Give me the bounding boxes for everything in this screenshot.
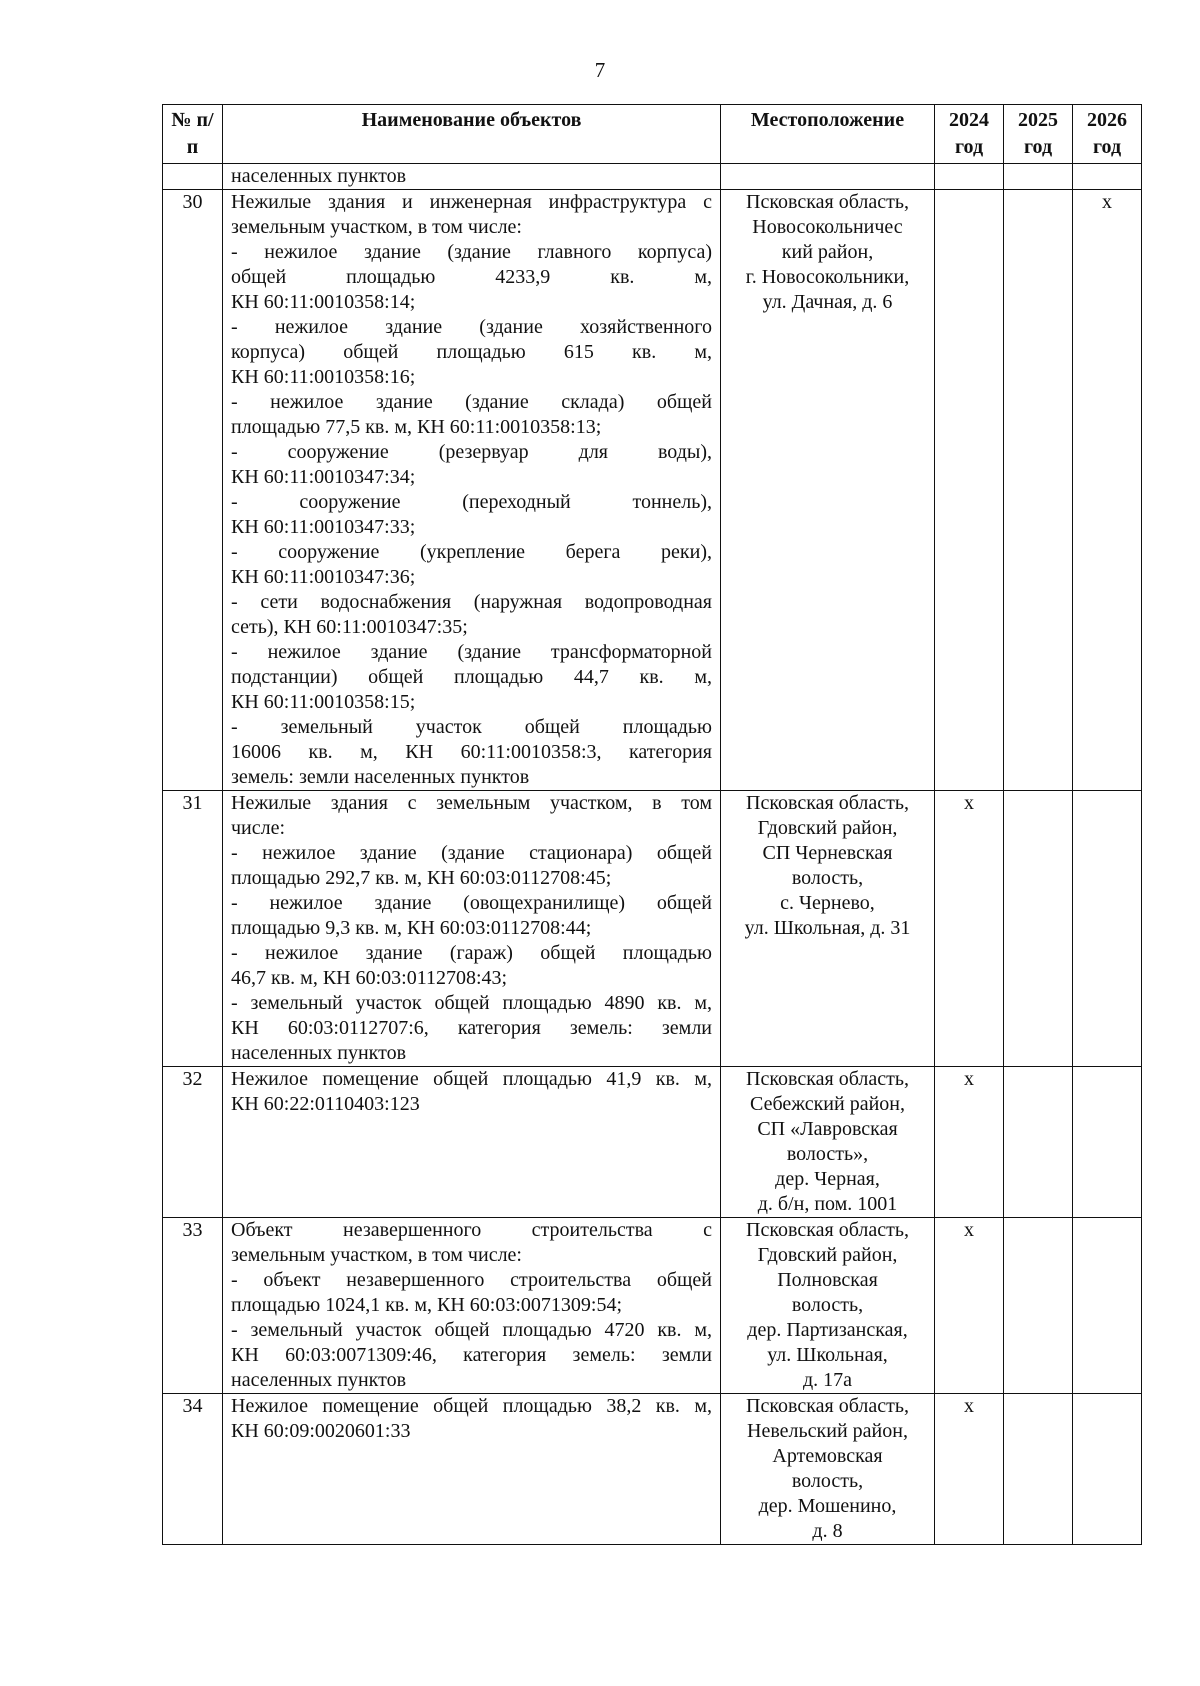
object-name-line: КН 60:11:0010358:15;: [231, 691, 416, 713]
location-line: Гдовский район,: [757, 817, 898, 839]
location-line: Гдовский район,: [757, 1244, 898, 1266]
location-line: Псковская область,: [746, 792, 909, 814]
object-location: [721, 1067, 935, 1218]
object-name-line: - нежилое здание (овощехранилище) общей: [231, 892, 712, 914]
object-name-line: площадью 292,7 кв. м, КН 60:03:0112708:45;: [231, 867, 612, 889]
object-name-line: земельным участком, в том числе:: [231, 216, 522, 238]
object-name-line: КН 60:11:0010358:14;: [231, 291, 416, 313]
year-mark-2026: [1073, 1394, 1142, 1545]
year-mark-2025: [1004, 791, 1073, 1067]
location-line: Новосокольничес: [752, 216, 903, 238]
location-line: г. Новосокольники,: [745, 266, 910, 288]
table-row: [163, 1218, 1142, 1394]
object-name-line: - сооружение (резервуар для воды),: [231, 441, 712, 463]
object-name-line: - нежилое здание (здание хозяйственного: [231, 316, 712, 338]
object-name-line: - нежилое здание (здание главного корпуса): [231, 241, 712, 263]
object-name-line: Нежилые здания с земельным участком, в том: [231, 792, 712, 814]
row-number: 32: [163, 1067, 223, 1218]
row-number: 34: [163, 1394, 223, 1545]
continuation-location: [721, 164, 935, 190]
location-line: волость,: [791, 1294, 864, 1316]
object-name-line: КН 60:03:0112707:6, категория земель: земли: [231, 1017, 712, 1039]
year-mark-2024: х: [935, 791, 1004, 1067]
table-row: [163, 190, 1142, 791]
location-line: волость,: [791, 867, 864, 889]
page-number: 7: [594, 58, 606, 82]
year-mark-2024: х: [935, 1394, 1004, 1545]
location-line: д. 17а: [802, 1369, 853, 1391]
location-line: д. 8: [812, 1520, 843, 1542]
location-line: СП Черневская: [762, 842, 893, 864]
year-mark-2024: [935, 190, 1004, 791]
object-name-line: - объект незавершенного строительства общей: [231, 1269, 712, 1291]
location-line: волость»,: [786, 1143, 869, 1165]
location-line: Артемовская: [772, 1445, 883, 1467]
object-name-line: - земельный участок общей площадью 4890 кв. м,: [231, 992, 712, 1014]
row-number: 33: [163, 1218, 223, 1394]
location-line: Псковская область,: [746, 1395, 909, 1417]
object-location: [721, 1394, 935, 1545]
year-mark-2026: [1073, 1218, 1142, 1394]
header-location: Местоположение: [721, 105, 935, 164]
object-name-line: - нежилое здание (здание склада) общей: [231, 391, 712, 413]
object-name-line: общей площадью 4233,9 кв. м,: [231, 266, 712, 288]
location-line: д. б/н, пом. 1001: [757, 1193, 898, 1215]
location-line: дер. Партизанская,: [747, 1319, 908, 1341]
object-name-line: земельным участком, в том числе:: [231, 1244, 522, 1266]
object-name-line: - сети водоснабжения (наружная водопроводная: [231, 591, 712, 613]
object-name-line: Нежилые здания и инженерная инфраструктура с: [231, 191, 712, 213]
object-name-line: КН 60:11:0010358:16;: [231, 366, 416, 388]
year-mark-2025: [1004, 190, 1073, 791]
object-name-line: населенных пунктов: [231, 1369, 407, 1391]
table-header-row: [163, 105, 1142, 164]
year-mark-2026: [1073, 791, 1142, 1067]
object-name-line: КН 60:22:0110403:123: [231, 1093, 420, 1115]
continuation-name: населенных пунктов: [223, 164, 721, 190]
continuation-mark: [1004, 164, 1073, 190]
location-line: кий район,: [781, 241, 874, 263]
location-line: дер. Черная,: [775, 1168, 880, 1190]
continuation-mark: [1073, 164, 1142, 190]
object-name-line: числе:: [231, 817, 286, 839]
header-name: Наименование объектов: [223, 105, 721, 164]
object-name-line: площадью 1024,1 кв. м, КН 60:03:0071309:54;: [231, 1294, 623, 1316]
object-name-line: КН 60:11:0010347:34;: [231, 466, 416, 488]
object-location: [721, 190, 935, 791]
location-line: Себежский район,: [750, 1093, 905, 1115]
object-name-line: площадью 9,3 кв. м, КН 60:03:0112708:44;: [231, 917, 592, 939]
object-name-line: - земельный участок общей площадью: [231, 716, 712, 738]
table-row: [163, 791, 1142, 1067]
object-name-line: - нежилое здание (здание стационара) общей: [231, 842, 712, 864]
object-name-line: Нежилое помещение общей площадью 41,9 кв. м,: [231, 1068, 712, 1090]
object-name: [223, 1218, 721, 1394]
location-line: ул. Школьная, д. 31: [744, 917, 911, 939]
year-mark-2025: [1004, 1218, 1073, 1394]
year-mark-2025: [1004, 1067, 1073, 1218]
object-name-line: КН 60:09:0020601:33: [231, 1420, 411, 1442]
object-name: [223, 1394, 721, 1545]
header-year-2026: 2026 год: [1073, 105, 1142, 164]
object-name-line: 46,7 кв. м, КН 60:03:0112708:43;: [231, 967, 508, 989]
header-year-2025: 2025 год: [1004, 105, 1073, 164]
object-name-line: - сооружение (укрепление берега реки),: [231, 541, 712, 563]
year-mark-2026: х: [1073, 190, 1142, 791]
year-mark-2025: [1004, 1394, 1073, 1545]
location-line: Невельский район,: [747, 1420, 908, 1442]
row-number: 31: [163, 791, 223, 1067]
object-name-line: корпуса) общей площадью 615 кв. м,: [231, 341, 712, 363]
object-name-line: земель: земли населенных пунктов: [231, 766, 530, 788]
location-line: Псковская область,: [746, 1068, 909, 1090]
object-location: [721, 1218, 935, 1394]
object-name-line: - земельный участок общей площадью 4720 кв. м,: [231, 1319, 712, 1341]
object-name: [223, 791, 721, 1067]
table-row: [163, 1394, 1142, 1545]
location-line: дер. Мошенино,: [758, 1495, 897, 1517]
object-name: [223, 190, 721, 791]
object-name-line: сеть), КН 60:11:0010347:35;: [231, 616, 468, 638]
object-name-line: Нежилое помещение общей площадью 38,2 кв. м,: [231, 1395, 712, 1417]
table-row: [163, 1067, 1142, 1218]
continuation-row: [163, 164, 1142, 190]
object-name-line: КН 60:03:0071309:46, категория земель: земли: [231, 1344, 712, 1366]
year-mark-2024: х: [935, 1067, 1004, 1218]
row-number: 30: [163, 190, 223, 791]
location-line: волость,: [791, 1470, 864, 1492]
continuation-mark: [935, 164, 1004, 190]
object-name-line: - сооружение (переходный тоннель),: [231, 491, 712, 513]
object-name-line: - нежилое здание (здание трансформаторной: [231, 641, 712, 663]
object-name-line: населенных пунктов: [231, 1042, 407, 1064]
header-year-2024: 2024 год: [935, 105, 1004, 164]
location-line: с. Чернево,: [780, 892, 875, 914]
object-name-line: 16006 кв. м, КН 60:11:0010358:3, категория: [231, 741, 712, 763]
year-mark-2024: х: [935, 1218, 1004, 1394]
location-line: Псковская область,: [746, 1219, 909, 1241]
location-line: Псковская область,: [746, 191, 909, 213]
object-name-line: КН 60:11:0010347:33;: [231, 516, 416, 538]
year-mark-2026: [1073, 1067, 1142, 1218]
object-name-line: подстанции) общей площадью 44,7 кв. м,: [231, 666, 712, 688]
object-location: [721, 791, 935, 1067]
location-line: Полновская: [777, 1269, 878, 1291]
object-name-line: площадью 77,5 кв. м, КН 60:11:0010358:13;: [231, 416, 602, 438]
location-line: СП «Лавровская: [757, 1118, 898, 1140]
object-name-line: КН 60:11:0010347:36;: [231, 566, 416, 588]
object-name-line: Объект незавершенного строительства с: [231, 1219, 712, 1241]
location-line: ул. Дачная, д. 6: [762, 291, 893, 313]
objects-table: [162, 104, 1142, 1545]
header-num: № п/п: [163, 105, 223, 164]
object-name: [223, 1067, 721, 1218]
object-name-line: - нежилое здание (гараж) общей площадью: [231, 942, 712, 964]
continuation-num: [163, 164, 223, 190]
location-line: ул. Школьная,: [767, 1344, 888, 1366]
